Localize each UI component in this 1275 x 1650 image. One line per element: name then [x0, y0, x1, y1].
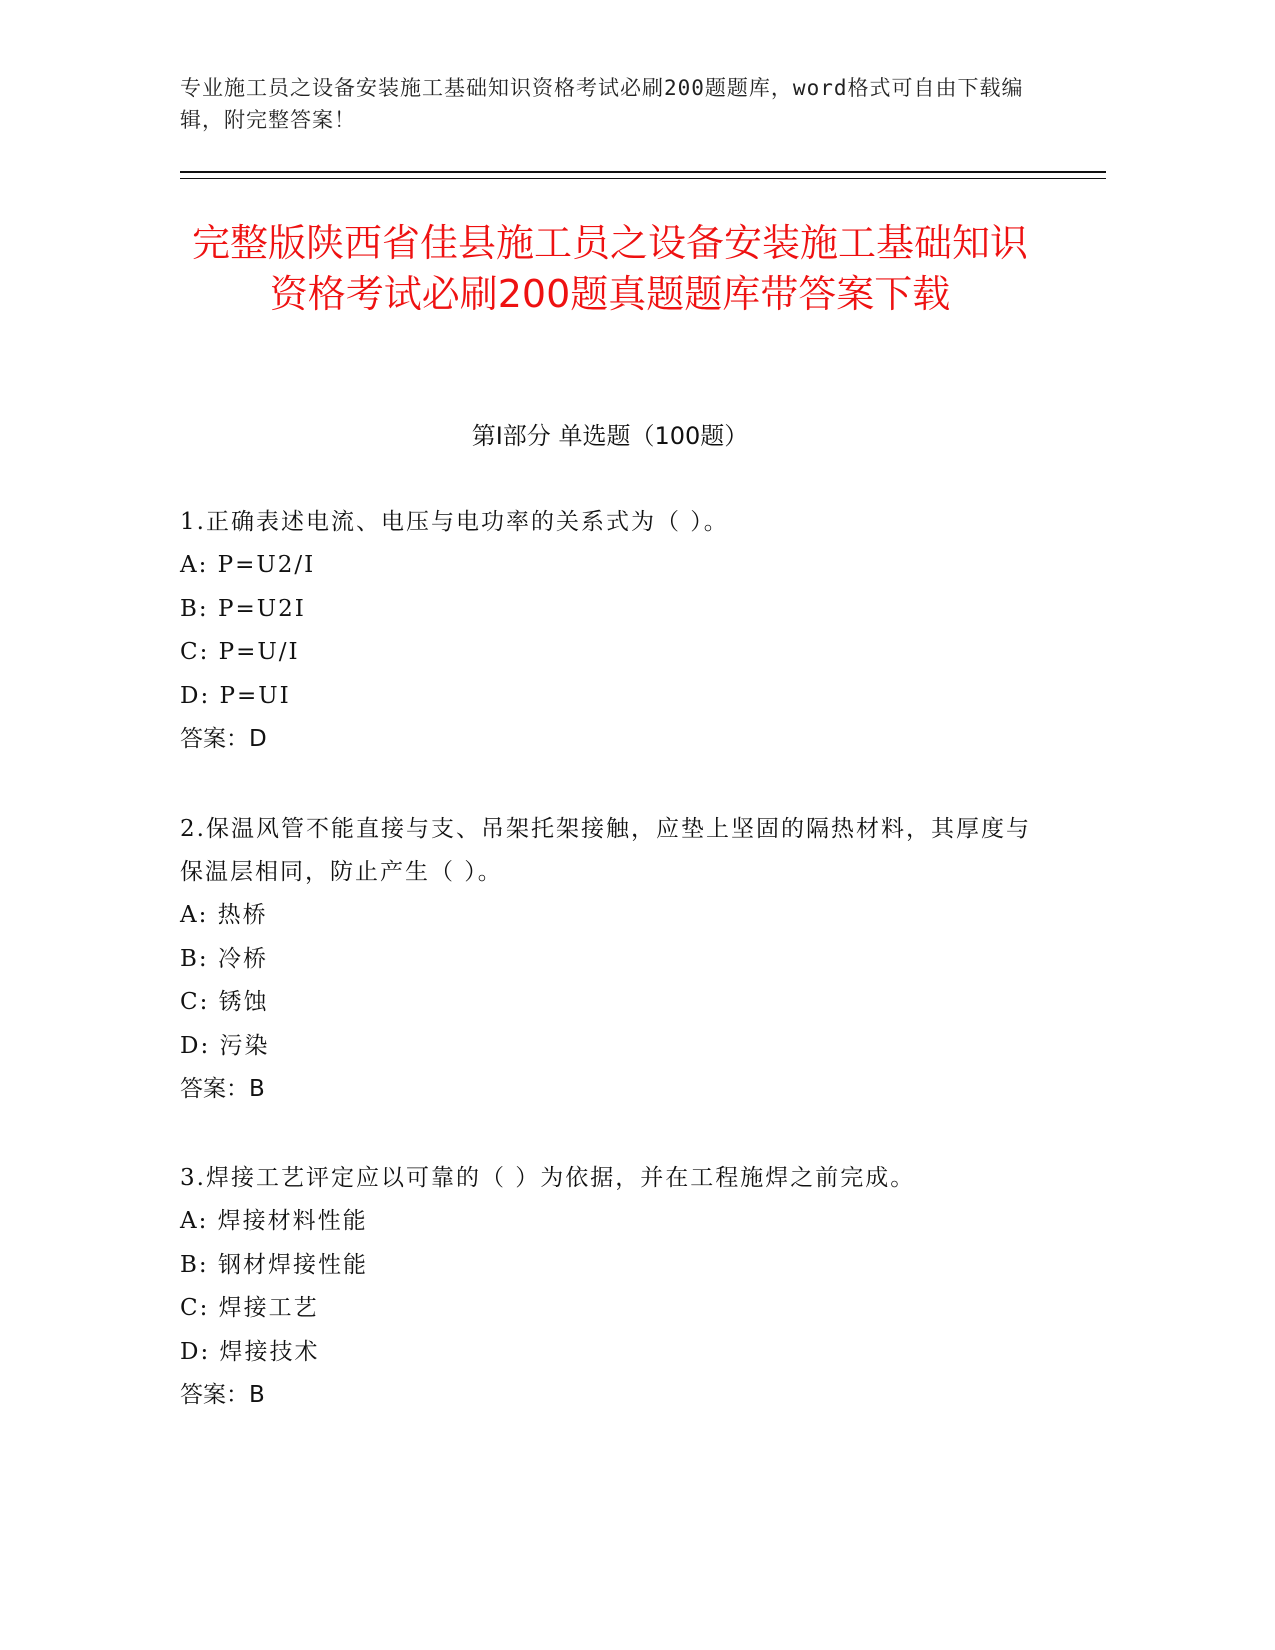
question-stem: 3.焊接工艺评定应以可靠的（ ）为依据，并在工程施焊之前完成。	[180, 1165, 916, 1191]
option-b: B: 钢材焊接性能	[180, 1251, 368, 1278]
header-divider-thin	[180, 178, 1106, 179]
option-a: A: 焊接材料性能	[180, 1208, 368, 1234]
option-c: C: 焊接工艺	[180, 1295, 319, 1321]
question-1	[180, 501, 1040, 762]
option-a: A: 热桥	[180, 902, 268, 928]
question-stem: 2.保温风管不能直接与支、吊架托架接触，应垫上坚固的隔热材料，其厚度与保温层相同，防止产生（ ）。	[180, 816, 1031, 885]
answer: 答案：B	[180, 1076, 265, 1102]
question-3	[180, 1157, 1040, 1418]
answer: 答案：D	[180, 726, 267, 752]
question-2	[180, 808, 1040, 1112]
option-d: D: 污染	[180, 1032, 270, 1059]
option-b: B: 冷桥	[180, 945, 268, 972]
document-title: 完整版陕西省佳县施工员之设备安装施工基础知识资格考试必刷200题真题题库带答案下载	[191, 221, 1028, 316]
section-title: 第Ⅰ部分 单选题（100题）	[471, 422, 749, 450]
header-divider-thick	[180, 171, 1106, 173]
option-d: D: 焊接技术	[180, 1338, 320, 1365]
answer: 答案：B	[180, 1382, 265, 1408]
option-a: A: P=U2/I	[180, 552, 316, 578]
option-d: D: P=UI	[180, 682, 291, 709]
header-note: 专业施工员之设备安装施工基础知识资格考试必刷200题题库，word格式可自由下载编辑，附完整答案！	[180, 76, 1024, 132]
option-c: C: P=U/I	[180, 639, 300, 665]
option-b: B: P=U2I	[180, 595, 306, 622]
question-stem: 1.正确表述电流、电压与电功率的关系式为（ ）。	[180, 509, 729, 535]
option-c: C: 锈蚀	[180, 989, 269, 1015]
